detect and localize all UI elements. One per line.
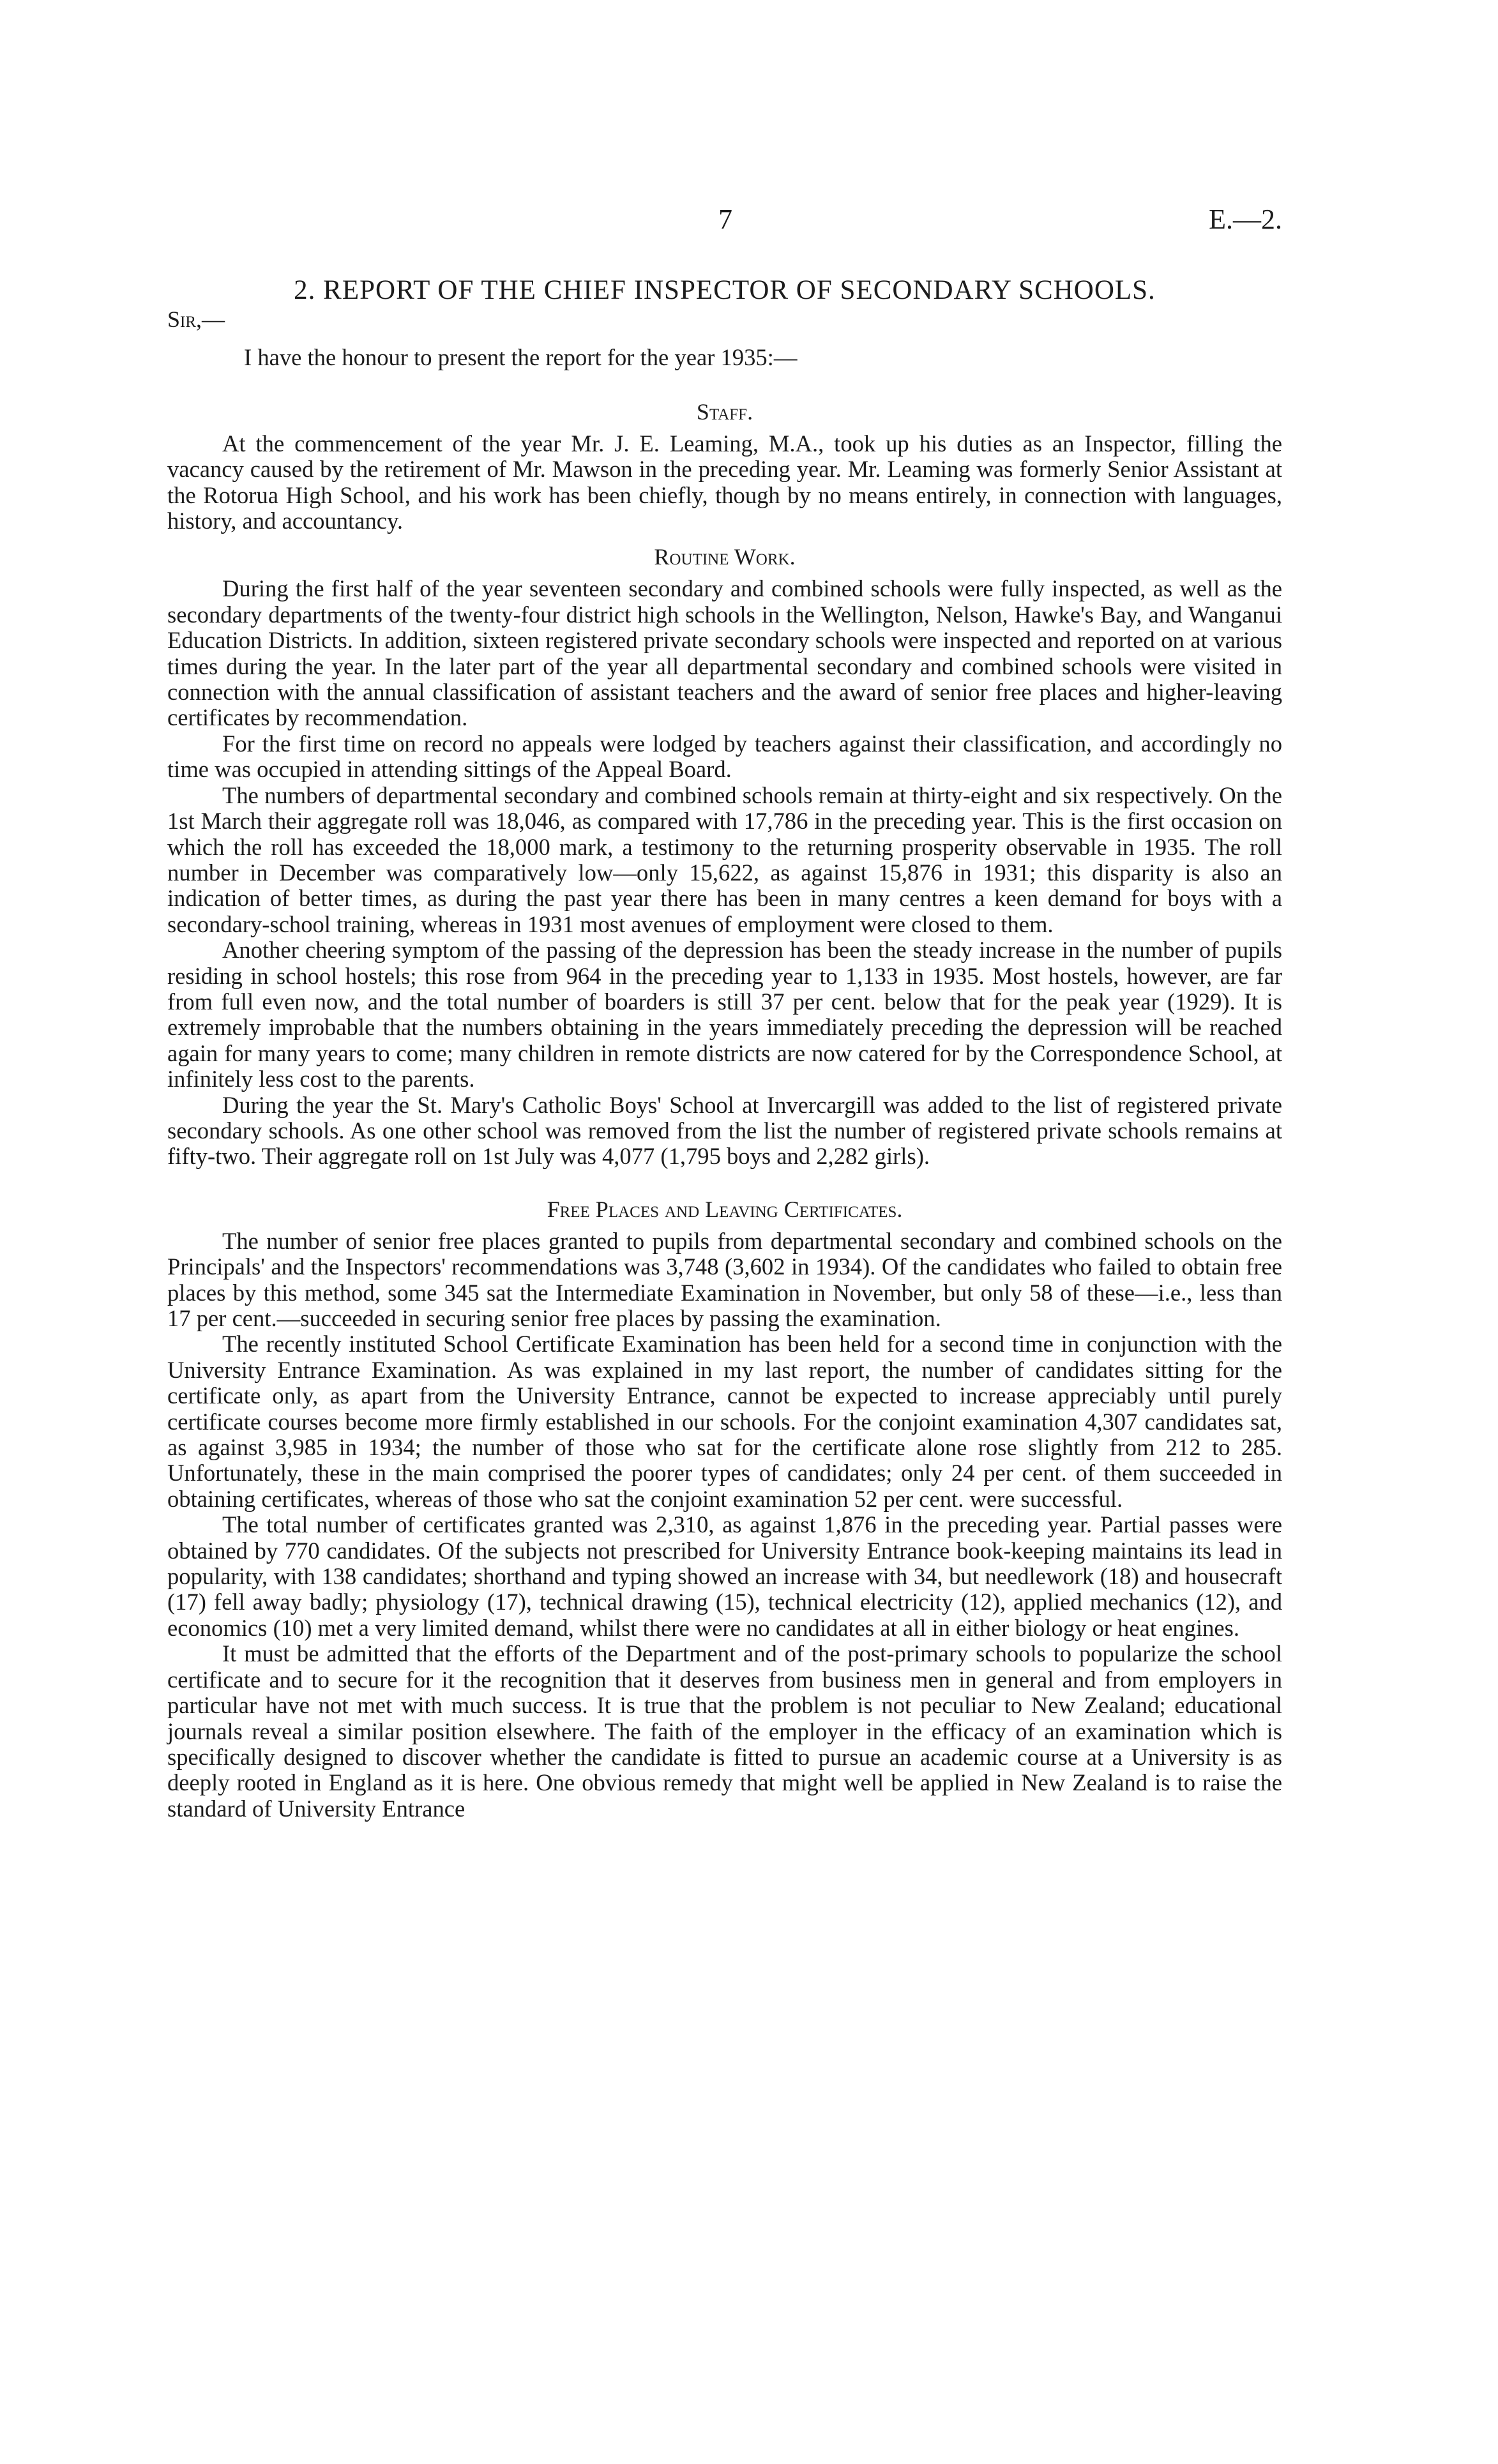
paragraph: For the first time on record no appeals were lodged by teachers against their classification, and accordingly no time was occupied in attending sittings of the Appeal Board.: [167, 730, 1282, 783]
paragraph: Another cheering symptom of the passing of the depression has been the steady increase in the number of pupils residing in school hostels; this rose from 964 in the preceding year to 1,133 in 1935. Most hostels, however, are far from full even now, and the total number of boarders is still 37 per cent. below that for the peak year (1929). It is extremely improbable that the numbers obtaining in the years immediately preceding the depression will be reached again for many years to come; many children in remote districts are now catered for by the Correspondence School, at infinitely less cost to the parents.: [167, 937, 1282, 1092]
paragraph: It must be admitted that the efforts of the Department and of the post-primary schools to popularize the school certificate and to secure for it the recognition that it deserves from business men in general and from employers in particular have not met with much success. It is true that the problem is not peculiar to New Zealand; educational journals reveal a similar position elsewhere. The faith of the employer in the efficacy of an examination which is specifically designed to discover whether the candidate is fitted to pursue an academic course at a University is as deeply rooted in England as it is here. One obvious remedy that might well be applied in New Zealand is to raise the standard of University Entrance: [167, 1640, 1282, 1822]
section-heading-free-places: Free Places and Leaving Certificates.: [547, 1196, 903, 1222]
paragraph: During the first half of the year seventeen secondary and combined schools were fully inspected, as well as the secondary departments of the twenty-four district high schools in the Wellington, Nelson, Hawke's Bay, and Wanganui Education Districts. In addition, sixteen registered private secondary schools were inspected and reported on at various times during the year. In the later part of the year all departmental secondary and combined schools were visited in connection with the annual classification of assistant teachers and the award of senior free places and higher-leaving certificates by recommendation.: [167, 575, 1282, 731]
paragraph: At the commencement of the year Mr. J. E. Leaming, M.A., took up his duties as an Inspector, filling the vacancy caused by the retirement of Mr. Mawson in the preceding year. Mr. Leaming was formerly Senior Assistant at the Rotorua High School, and his work has been chiefly, though by no means entirely, in connection with languages, history, and accountancy.: [167, 430, 1282, 534]
report-body: [167, 275, 1282, 1822]
paragraph: The total number of certificates granted was 2,310, as against 1,876 in the preceding year. Partial passes were obtained by 770 candidates. Of the subjects not prescribed for University Entrance book-keeping maintains its lead in popularity, with 138 candidates; shorthand and typing showed an increase with 34, but needlework (18) and housecraft (17) fell away badly; physiology (17), technical drawing (15), technical electricity (12), applied mechanics (12), and economics (10) met a very limited demand, whilst there were no candidates at all in either biology or heat engines.: [167, 1511, 1282, 1641]
page-number: 7: [718, 204, 732, 235]
salutation: Sir,—: [167, 306, 225, 332]
paragraph: The number of senior free places granted to pupils from departmental secondary and combined schools on the Principals' and the Inspectors' recommendations was 3,748 (3,602 in 1934). Of the candidates who failed to obtain free places by this method, some 345 sat the Intermediate Examination in November, but only 58 of these—i.e., less than 17 per cent.—succeeded in securing senior free places by passing the examination.: [167, 1227, 1282, 1331]
paragraph: The numbers of departmental secondary and combined schools remain at thirty-eight and six respectively. On the 1st March their aggregate roll was 18,046, as compared with 17,786 in the preceding year. This is the first occasion on which the roll has exceeded the 18,000 mark, a testimony to the returning prosperity observable in 1935. The roll number in December was comparatively low—only 15,622, as against 15,876 in 1931; this disparity is also an indication of better times, as during the past year there has been in many centres a keen demand for boys with a secondary-school training, whereas in 1931 most avenues of employment were closed to them.: [167, 782, 1282, 937]
section-heading-routine-work: Routine Work.: [654, 544, 796, 570]
report-title: 2. REPORT OF THE CHIEF INSPECTOR OF SECONDARY SCHOOLS.: [294, 275, 1156, 305]
paragraph: The recently instituted School Certificate Examination has been held for a second time in conjunction with the University Entrance Examination. As was explained in my last report, the number of candidates sitting for the certificate only, as apart from the University Entrance, cannot be expected to increase appreciably until purely certificate courses become more firmly established in our schools. For the conjoint examination 4,307 candidates sat, as against 3,985 in 1934; the number of those who sat for the certificate alone rose slightly from 212 to 285. Unfortunately, these in the main comprised the poorer types of candidates; only 24 per cent. of them succeeded in obtaining certificates, whereas of those who sat the conjoint examination 52 per cent. were successful.: [167, 1331, 1282, 1512]
intro-line: I have the honour to present the report for the year 1935:—: [244, 344, 798, 371]
paragraph: During the year the St. Mary's Catholic Boys' School at Invercargill was added to the list of registered private secondary schools. As one other school was removed from the list the number of registered private schools remains at fifty-two. Their aggregate roll on 1st July was 4,077 (1,795 boys and 2,282 girls).: [167, 1091, 1282, 1170]
running-head: [169, 203, 1282, 241]
document-code: E.—2.: [1209, 204, 1282, 235]
section-heading-staff: Staff.: [696, 398, 753, 425]
